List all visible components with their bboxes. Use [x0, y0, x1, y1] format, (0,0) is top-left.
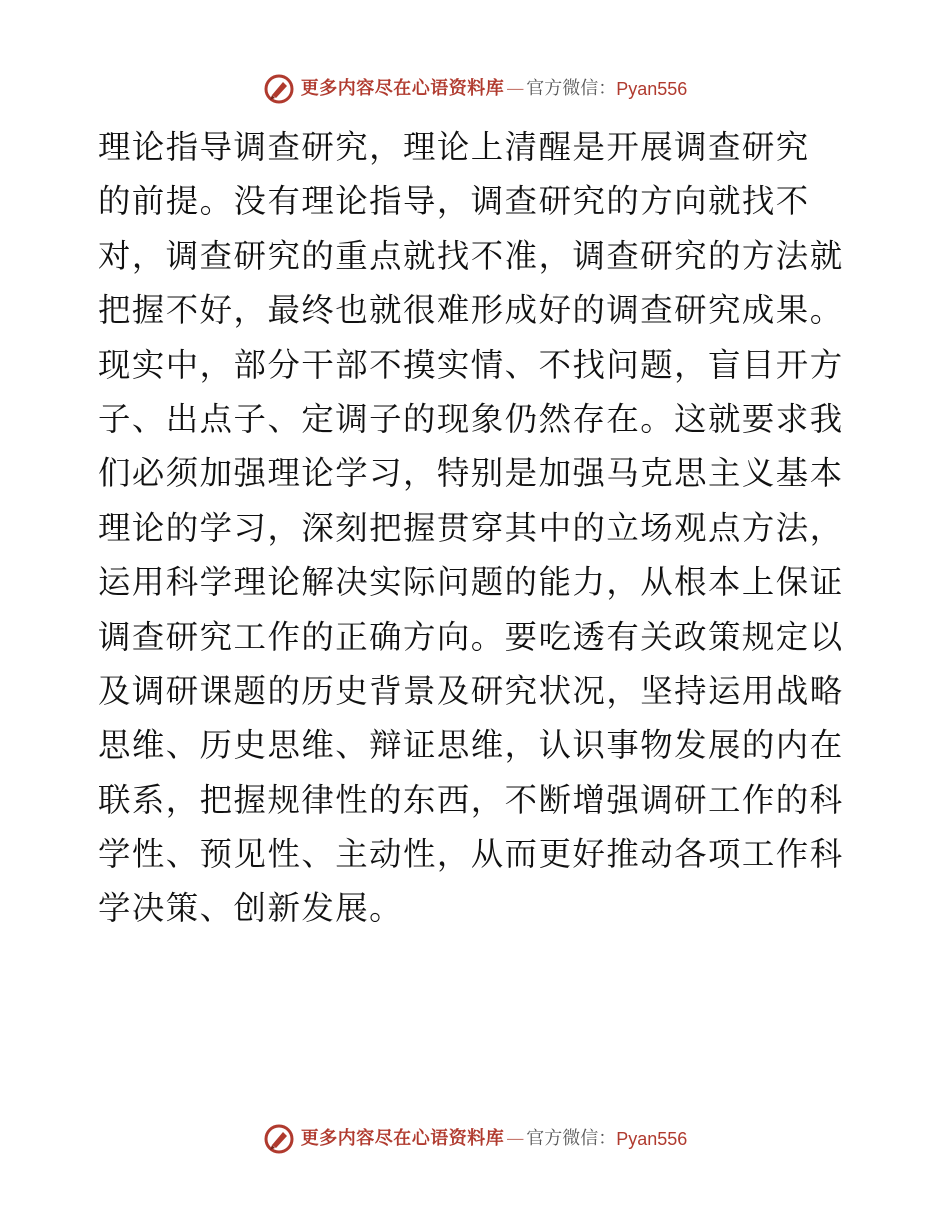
text-line: 学性、预见性、主动性，从而更好推动各项工作科: [98, 835, 844, 874]
watermark-wechat-id: Pyan556: [616, 79, 688, 99]
text-line: 联系，把握规律性的东西，不断增强调研工作的科: [98, 780, 844, 819]
text-line: 理论指导调查研究，理论上清醒是开展调查研究: [98, 128, 810, 166]
watermark-text: [301, 80, 688, 98]
text-line: 调查研究工作的正确方向。要吃透有关政策规定以: [98, 617, 844, 656]
watermark-brand: 更多内容尽在心语资料库: [300, 78, 505, 99]
text-line: 理论的学习，深刻把握贯穿其中的立场观点方法，: [98, 508, 844, 547]
text-line: 把握不好，最终也就很难形成好的调查研究成果。: [98, 291, 844, 330]
watermark-text: [301, 1130, 688, 1148]
footer-watermark: [0, 1122, 950, 1156]
header-watermark: [0, 72, 950, 106]
pen-logo-icon: [263, 1123, 295, 1155]
watermark-wechat-id: Pyan556: [616, 1129, 688, 1149]
watermark-official-label: 官方微信：: [526, 1128, 617, 1149]
text-line: 运用科学理论解决实际问题的能力，从根本上保证: [98, 563, 844, 602]
watermark-brand: 更多内容尽在心语资料库: [300, 1128, 505, 1149]
watermark-separator: —: [506, 78, 525, 99]
watermark-separator: —: [506, 1128, 525, 1149]
text-line: 子、出点子、定调子的现象仍然存在。这就要求我: [98, 399, 844, 438]
text-line: 思维、历史思维、辩证思维，认识事物发展的内在: [98, 726, 844, 765]
text-line: 及调研课题的历史背景及研究状况，坚持运用战略: [98, 671, 844, 710]
body-paragraph: [98, 120, 852, 936]
text-line: 现实中，部分干部不摸实情、不找问题，盲目开方: [98, 345, 844, 384]
watermark-official-label: 官方微信：: [526, 78, 617, 99]
text-line: 们必须加强理论学习，特别是加强马克思主义基本: [98, 454, 844, 493]
text-line: 对，调查研究的重点就找不准，调查研究的方法就: [98, 236, 844, 275]
pen-logo-icon: [263, 73, 295, 105]
text-line: 学决策、创新发展。: [98, 889, 404, 928]
text-line: 的前提。没有理论指导，调查研究的方向就找不: [98, 182, 810, 221]
